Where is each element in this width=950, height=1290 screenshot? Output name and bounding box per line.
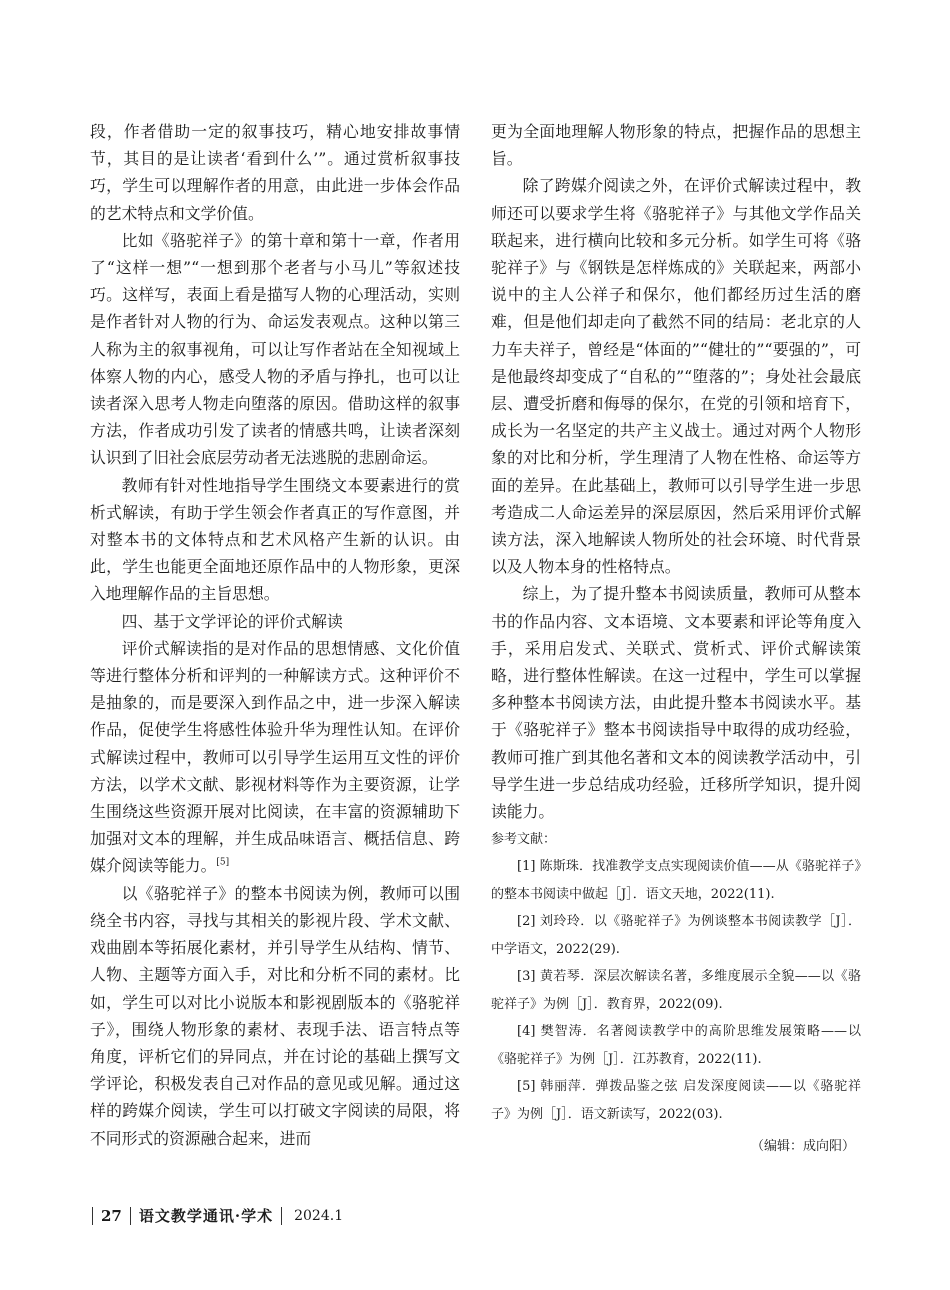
right-column	[491, 118, 861, 1160]
divider	[281, 1207, 282, 1225]
section-heading: 四、基于文学评论的评价式解读	[121, 611, 343, 631]
reference-item: [5] 韩丽萍．弹拨品鉴之弦 启发深度阅读——以《骆驼祥子》为例［J］．语文新读写，2022(03).	[491, 1079, 861, 1122]
reference-item: [3] 黄若琴．深层次解读名著，多维度展示全貌——以《骆驼祥子》为例［J］．教育界，2022(09).	[491, 969, 861, 1012]
references-title: 参考文献：	[491, 832, 557, 848]
paragraph	[90, 635, 460, 880]
editor-credit: （编辑：成向阳）	[750, 1139, 855, 1155]
left-column	[90, 118, 460, 1152]
paragraph: 比如《骆驼祥子》的第十章和第十一章，作者用了“这样一想”“一想到那个老者与小马儿”等叙述技巧。这样写，表面上看是描写人物的心理活动，实则是作者针对人物的行为、命运发表观点。这种以第三人称为主的叙事视角，可以让写作者站在全知视域上体察人物的内心，感受人物的矛盾与挣扎，也可以让读者深入思考人物走向堕落的原因。借助这样的叙事方法，作者成功引发了读者的情感共鸣，让读者深刻认识到了旧社会底层劳动者无法逃脱的悲剧命运。	[90, 230, 460, 468]
divider	[92, 1207, 93, 1225]
issue-date: 2024.1	[294, 1207, 344, 1224]
reference-item: [2] 刘玲玲．以《骆驼祥子》为例谈整本书阅读教学［J］．中学语文，2022(29).	[491, 914, 861, 957]
paragraph: 更为全面地理解人物形象的特点，把握作品的思想主旨。	[491, 122, 861, 169]
journal-name: 语文教学通讯·学术	[138, 1207, 274, 1225]
paragraph: 综上，为了提升整本书阅读质量，教师可从整本书的作品内容、文本语境、文本要素和评论等角度入手，采用启发式、关联式、赏析式、评价式解读策略，进行整体性解读。在这一过程中，学生可以掌握多种整本书阅读方法，由此提升整本书阅读水平。基于《骆驼祥子》整本书阅读指导中取得的成功经验，教师可推广到其他名著和文本的阅读教学活动中，引导学生进一步总结成功经验，迁移所学知识，提升阅读能力。	[491, 584, 861, 822]
divider	[130, 1207, 131, 1225]
reference-item: [4] 樊智涛．名著阅读教学中的高阶思维发展策略——以《骆驼祥子》为例［J］．江苏教育，2022(11).	[491, 1024, 861, 1067]
references-list	[491, 853, 861, 1128]
paragraph: 除了跨媒介阅读之外，在评价式解读过程中，教师还可以要求学生将《骆驼祥子》与其他文学作品关联起来，进行横向比较和多元分析。如学生可将《骆驼祥子》与《钢铁是怎样炼成的》关联起来，两部小说中的主人公祥子和保尔，他们都经历过生活的磨难，但是他们却走向了截然不同的结局：老北京的人力车夫祥子，曾经是“体面的”“健壮的”“要强的”，可是他最终却变成了“自私的”“堕落的”；身处社会最底层、遭受折磨和侮辱的保尔，在党的引领和培育下，成长为一名坚定的共产主义战士。通过对两个人物形象的对比和分析，学生理清了人物在性格、命运等方面的差异。在此基础上，教师可以引导学生进一步思考造成二人命运差异的深层原因，然后采用评价式解读方法，深入地解读人物所处的社会环境、时代背景以及人物本身的性格特点。	[491, 176, 861, 577]
paragraph-text: 评价式解读指的是对作品的思想情感、文化价值等进行整体分析和评判的一种解读方式。这种评价不是抽象的，而是要深入到作品之中，进一步深入解读作品，促使学生将感性体验升华为理性认知。在评价式解读过程中，教师可以引导学生运用互文性的评价方法，以学术文献、影视材料等作为主要资源，让学生围绕这些资源开展对比阅读，在丰富的资源辅助下加强对文本的理解，并生成品味语言、概括信息、跨媒介阅读等能力。	[90, 638, 460, 876]
paragraph: 以《骆驼祥子》的整本书阅读为例，教师可以围绕全书内容，寻找与其相关的影视片段、学术文献、戏曲剧本等拓展化素材，并引导学生从结构、情节、人物、主题等方面入手，对比和分析不同的素材。比如，学生可以对比小说版本和影视剧版本的《骆驼祥子》，围绕人物形象的素材、表现手法、语言特点等角度，评析它们的异同点，并在讨论的基础上撰写文学评论，积极发表自己对作品的意见或见解。通过这样的跨媒介阅读，学生可以打破文字阅读的局限，将不同形式的资源融合起来，进而	[90, 883, 460, 1148]
page-number: 27	[101, 1206, 122, 1225]
paragraph: 教师有针对性地指导学生围绕文本要素进行的赏析式解读，有助于学生领会作者真正的写作意图，并对整本书的文体特点和艺术风格产生新的认识。由此，学生也能更全面地还原作品中的人物形象，更深入地理解作品的主旨思想。	[90, 475, 460, 604]
page-footer	[92, 1205, 343, 1226]
reference-item: [1] 陈斯珠．找准教学支点实现阅读价值——从《骆驼祥子》的整本书阅读中做起［J］．语文天地，2022(11).	[491, 859, 861, 902]
citation-ref: [5]	[216, 858, 230, 869]
paragraph: 段，作者借助一定的叙事技巧，精心地安排故事情节，其目的是让读者‘看到什么’”。通过赏析叙事技巧，学生可以理解作者的用意，由此进一步体会作品的艺术特点和文学价值。	[90, 122, 460, 223]
